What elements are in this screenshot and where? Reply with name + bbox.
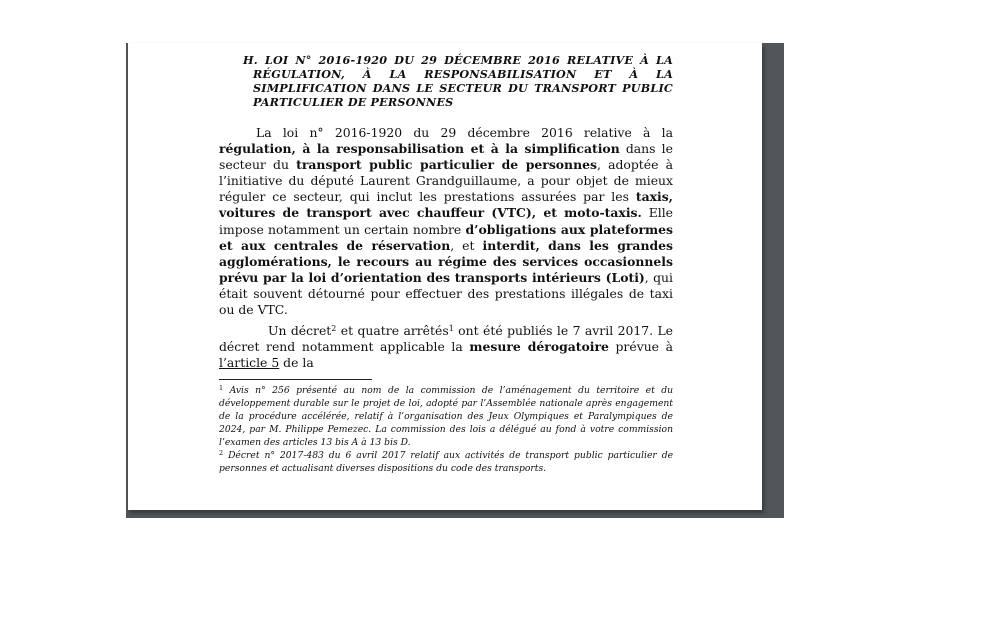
p1-text-5: , et — [450, 237, 483, 253]
p1-bold-4: d’obligations aux plateformes et aux centrales de réservation — [219, 221, 673, 253]
footnote-1-number: 1 — [219, 384, 224, 393]
paragraph-2 — [219, 323, 673, 371]
p2-text-4: prévue à — [608, 339, 674, 355]
footnote-2 — [219, 450, 673, 476]
footnote-ref-2[interactable]: 2 — [331, 324, 337, 334]
p1-text-3: , adoptée à l’initiative du député Laurent Grandguillaume, a pour objet de mieux réguler ce secteur, qui inclut les prestations assurées par les — [219, 157, 674, 205]
paragraph-1 — [219, 125, 673, 318]
article-5-link[interactable]: l’article 5 — [219, 355, 280, 371]
p2-text-3: ont été publiés le 7 avril 2017. Le décret rend notamment applicable la — [219, 323, 674, 355]
p1-bold-5: interdit, dans les grandes agglomérations, le recours au régime des services occasionnels prévu par la loi d’orientation des transports intérieurs (Loti) — [219, 237, 673, 285]
p1-text-4: Elle impose notamment un certain nombre — [219, 205, 674, 237]
p1-bold-2: transport public particulier de personnes — [296, 157, 597, 173]
page-content — [219, 53, 673, 476]
p1-text-1: La loi n° 2016-1920 du 29 décembre 2016 relative à la — [256, 125, 673, 140]
footnote-2-text: Décret n° 2017-483 du 6 avril 2017 relatif aux activités de transport public particulier de personnes et actualisant diverses dispositions du code des transports. — [219, 449, 674, 474]
p2-text-2: et quatre arrêtés — [336, 323, 449, 339]
document-page — [128, 43, 762, 510]
footnote-1-text: Avis n° 256 présenté au nom de la commission de l’aménagement du territoire et du développement durable sur le projet de loi, adopté par l’Assemblée nationale après engagement de la procédure accélérée, relatif à l’organisation des Jeux Olympiques et Paralympiques de 2024, par M. Philippe Pemezec. La commission des lois a délégué au fond à votre commission l’examen des articles 13 bis A à 13 bis D. — [219, 385, 674, 449]
p1-bold-3: taxis, voitures de transport avec chauffeur (VTC), et moto-taxis. — [219, 189, 673, 221]
p1-text-2: dans le secteur du — [219, 141, 673, 173]
footnotes — [219, 385, 673, 475]
p2-text-1: Un décret — [268, 323, 332, 339]
footnote-1 — [219, 385, 673, 450]
p2-bold-1: mesure dérogatoire — [469, 339, 609, 355]
p1-text-6: , qui était souvent détourné pour effectuer des prestations illégales de taxi ou de VTC. — [219, 269, 673, 318]
footnote-separator — [219, 379, 372, 380]
footnote-ref-1[interactable]: 1 — [448, 324, 454, 334]
p2-text-5: de la — [279, 355, 314, 371]
p1-bold-1: régulation, à la responsabilisation et à la simplification — [219, 141, 620, 157]
section-heading-text: H. LOI N° 2016-1920 DU 29 DÉCEMBRE 2016 RELATIVE À LA RÉGULATION, À LA RESPONSABILISATION ET À LA SIMPLIFICATION DANS LE SECTEUR DU TRANSPORT PUBLIC PARTICULIER DE PERSONNES — [243, 53, 673, 109]
section-heading — [243, 53, 673, 109]
footnote-2-number: 2 — [219, 448, 224, 457]
